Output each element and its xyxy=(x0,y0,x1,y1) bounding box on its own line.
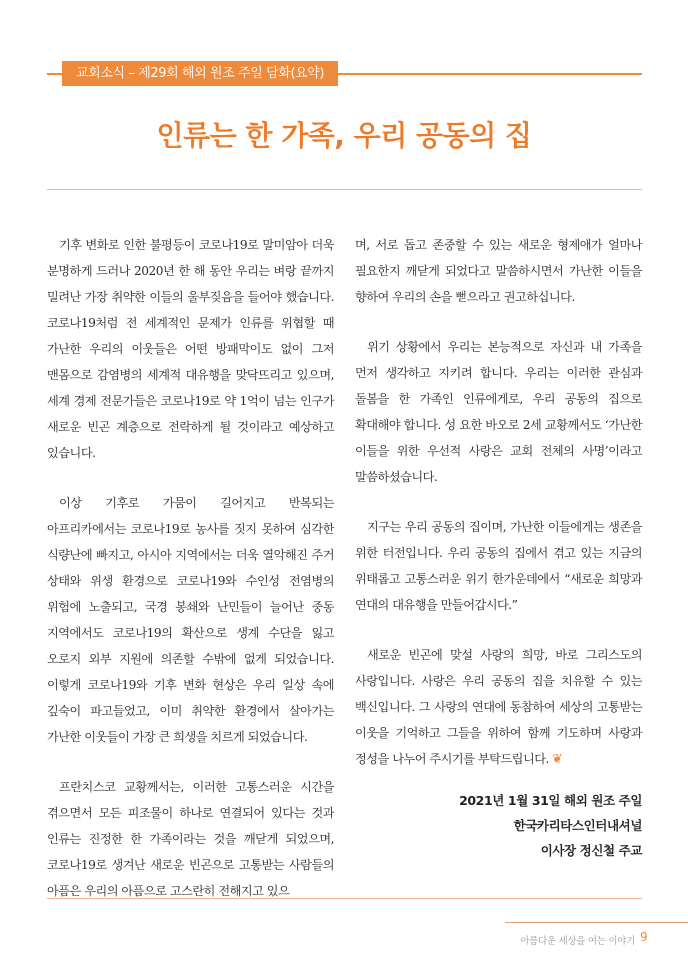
magazine-name: 아름다운 세상을 여는 이야기 xyxy=(520,936,635,947)
signature-block xyxy=(355,788,642,863)
title-divider xyxy=(47,189,642,190)
signature-person: 이사장 정신철 주교 xyxy=(540,843,642,858)
paragraph: 이상 기후로 가뭄이 길어지고 반복되는 아프리카에서는 코로나19로 농사를 짓지 못하여 심각한 식량난에 빠지고, 아시아 지역에서는 더욱 열악해진 주거 상태와 위생 환경으로 코로나19와 수인성 전염병의 위험에 노출되고, 국경 봉쇄와 난민들이 늘어난 중동 지역에서도 코로나19의 확산으로 생계 수단을 잃고 오로지 외부 지원에 의존할 수밖에 없게 되었습니다. 이렇게 코로나19와 기후 변화 현상은 우리 일상 속에 깊숙이 파고들었고, 이미 취약한 환경에서 살아가는 가난한 이웃들이 가장 큰 희생을 치르게 되었습니다. xyxy=(47,496,334,744)
signature-date: 2021년 1월 31일 해외 원조 주일 xyxy=(459,793,642,808)
paragraph: 며, 서로 돕고 존중할 수 있는 새로운 형제애가 얼마나 필요한지 깨닫게 되었다고 말씀하시면서 가난한 이들을 향하여 우리의 손을 뻗으라고 권고하십니다. xyxy=(355,238,642,304)
paragraph-closing xyxy=(355,642,642,773)
section-tag: 교회소식 – 제29회 해외 원조 주일 담화(요약) xyxy=(62,61,338,86)
leaf-icon: ❦ xyxy=(551,752,563,767)
page-number: 9 xyxy=(640,930,648,944)
footer-rule xyxy=(505,922,688,923)
right-column xyxy=(355,232,642,797)
paragraph: 프란치스코 교황께서는, 이러한 고통스러운 시간을 겪으면서 모든 피조물이 하나로 연결되어 있다는 것과 인류는 진정한 한 가족이라는 것을 깨닫게 되었으며, 코로나19로 생겨난 새로운 빈곤으로 고통받는 사람들의 아픔은 우리의 아픔으로 고스란히 전해지고 있으 xyxy=(47,780,334,898)
signature-org: 한국카리타스인터내셔널 xyxy=(513,818,642,833)
paragraph: 위기 상황에서 우리는 본능적으로 자신과 내 가족을 먼저 생각하고 지키려 합니다. 우리는 이러한 관심과 돌봄을 한 가족인 인류에게로, 우리 공동의 집으로 확대해야 합니다. 성 요한 바오로 2세 교황께서도 ‘가난한 이들을 위한 우선적 사랑은 교회 전체의 사명’이라고 말씀하셨습니다. xyxy=(355,340,642,484)
bottom-divider xyxy=(47,898,642,899)
closing-text: 새로운 빈곤에 맞설 사랑의 희망, 바로 그리스도의 사랑입니다. 사랑은 우리 공동의 집을 치유할 수 있는 백신입니다. 그 사랑의 연대에 동참하여 세상의 고통받는 이웃을 기억하고 그들을 위하여 함께 기도하며 사랑과 정성을 나누어 주시기를 부탁드립니다. xyxy=(355,648,642,766)
left-column xyxy=(47,232,334,928)
paragraph: 지구는 우리 공동의 집이며, 가난한 이들에게는 생존을 위한 터전입니다. 우리 공동의 집에서 겪고 있는 지금의 위태롭고 고통스러운 위기 한가운데에서 “새로운 희망과 연대의 대유행을 만들어갑시다.” xyxy=(355,520,642,612)
paragraph: 기후 변화로 인한 불평등이 코로나19로 말미암아 더욱 분명하게 드러나 2020년 한 해 동안 우리는 벼랑 끝까지 밀려난 가장 취약한 이들의 울부짖음을 들어야 했습니다. 코로나19처럼 전 세계적인 문제가 인류를 위협할 때 가난한 우리의 이웃들은 어떤 방패막이도 없이 그저 맨몸으로 감염병의 세계적 대유행을 맞닥뜨리고 있으며, 세계 경제 전문가들은 코로나19로 약 1억이 넘는 인구가 새로운 빈곤 계층으로 전락하게 될 것이라고 예상하고 있습니다. xyxy=(47,238,334,460)
article-title: 인류는 한 가족, 우리 공동의 집 xyxy=(156,119,532,152)
